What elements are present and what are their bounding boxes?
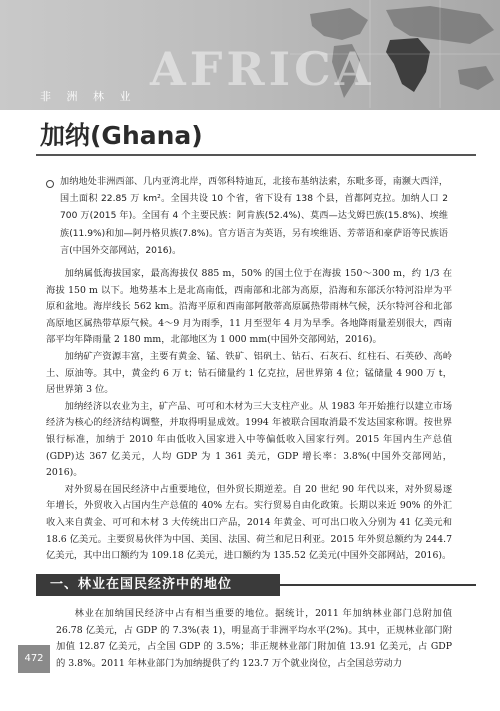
page-number: 472 [18, 645, 50, 673]
page-title: 加纳(Ghana) [40, 121, 203, 150]
paragraph: 加纳属低海拔国家，最高海拔仅 885 m，50% 的国土位于在海拔 150～300 m，约 1/3 在海拔 150 m 以下。地势基本上是北高南低，西南部和北部为高原，沿海和东部沃尔特河沿岸为平原和盆地。海岸线长 562 km。沿海平原和西南部阿散蒂高原属热带雨林气候，沃尔特河谷和北部高原地区属热带草原气候。4～9 月为雨季，11 月至翌年 4 月为旱季。各地降雨量差别很大，西南部平均年降雨量 2 180 mm，北部地区为 1 000 mm(中国外交部网站，2016)。 [46, 268, 452, 346]
section-body [56, 606, 452, 672]
paragraph: 加纳矿产资源丰富，主要有黄金、锰、铁矿、铝矾土、钻石、石灰石、红柱石、石英砂、高岭土、原油等。其中，黄金约 6 万 t；钻石储量约 1 亿克拉，居世界第 4 位；锰储量 4 900 万 t，居世界第 3 位。 [46, 350, 452, 396]
title-divider [36, 154, 476, 156]
section-heading: 一、林业在国民经济中的地位 [36, 574, 280, 596]
paragraph: 林业在加纳国民经济中占有相当重要的地位。据统计，2011 年加纳林业部门总附加值 26.78 亿美元，占 GDP 的 7.3%(表 1)，明显高于非洲平均水平(2%)。其中，正规林业部门附加值 12.87 亿美元，占全国 GDP 的 3.5%；非正规林业部门附加值 13.91 亿美元，占 GDP 的 3.8%。2011 年林业部门为加纳提供了约 123.7 万个就业岗位，占全国总劳动力 [56, 608, 452, 669]
section-label: 非 洲 林 业 [40, 90, 137, 103]
paragraph: 对外贸易在国民经济中占重要地位，但外贸长期逆差。自 20 世纪 90 年代以来，对外贸易逐年增长，外贸收入占国内生产总值的 40% 左右。实行贸易自由化政策。长期以来近 90% 的外汇收入来自黄金、可可和木材 3 大传统出口产品，2014 年黄金、可可出口收入分别为 41 亿美元和 18.6 亿美元。主要贸易伙伴为中国、美国、法国、荷兰和尼日利亚。2015 年外贸总额约为 244.7 亿美元，其中出口额约为 109.18 亿美元，进口额约为 135.52 亿美元(中国外交部网站，2016)。 [46, 483, 452, 562]
country-summary: 加纳地处非洲西部、几内亚湾北岸，西邻科特迪瓦，北接布基纳法索，东毗多哥，南濒大西洋，国土面积 22.85 万 km²。全国共设 10 个省，省下设有 138 个县，首都阿克拉。加纳人口 2 700 万(2015 年)。全国有 4 个主要民族：阿肯族(52.4%)、莫西—达戈姆巴族(15.8%)、埃维族(11.9%)和加—阿丹格贝族(7.8%)。官方语言为英语，另有埃维语、芳蒂语和豪萨语等民族语言(中国外交部网站，2016)。 [60, 177, 448, 256]
summary-bullet-icon [46, 180, 54, 188]
paragraph: 加纳经济以农业为主，矿产品、可可和木材为三大支柱产业。从 1983 年开始推行以建立市场经济为核心的经济结构调整，并取得明显成效。1994 年被联合国取消最不发达国家称谓。按世界银行标准，加纳于 2010 年由低收入国家进入中等偏低收入国家行列。2015 年国内生产总值(GDP)达 367 亿美元，人均 GDP 为 1 361 美元，GDP 增长率：3.8%(中国外交部网站，2016)。 [46, 400, 452, 479]
header-banner [0, 0, 500, 110]
body-text [46, 266, 452, 565]
section-heading-rule [280, 584, 476, 586]
header-watermark: AFRICA [150, 42, 375, 96]
